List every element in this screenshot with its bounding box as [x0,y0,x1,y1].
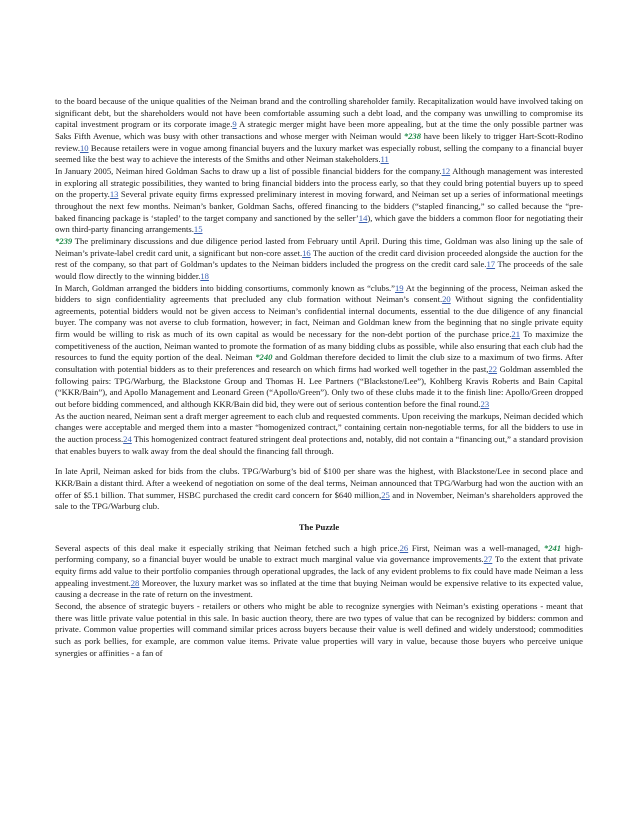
text-run: This homogenized contract featured stringent deal protections and, notably, did not contain a “financing out,” a standard provision that enables buyers to walk away from the deal should the financing fall through. [55,434,584,456]
text-run: The preliminary discussions and due diligence period lasted from February until April. During this time, Goldman was also lining up the sale of Neiman’s private-label credit card unit, a significant but non-core asset. [55,235,583,258]
text-run: In January 2005, Neiman hired Goldman Sachs to draw up a list of possible financial bidders for the company. [55,165,442,176]
footnote-link[interactable]: 16 [302,247,311,258]
text-run: to the board because of the unique qualities of the Neiman brand and the controlling shareholder family. Recapitalization would have involved taking on significant debt, but the shareholders would not have been comfortable assuming such a debt load, and the company was unwilling to compromise its capital investment program or its corporate image. [55,96,583,130]
page-marker: *241 [543,542,562,553]
text-run: At the beginning of the process, Neiman asked the bidders to sign confidentiality agreements that precluded any club formation without Neiman’s consent. [55,282,583,305]
body-section-a [55,96,583,457]
text-run: and Goldman therefore decided to limit the club size to a maximum of two firms. After consultation with potential bidders as to their preferences and research on which firms had worked well together in the past, [55,352,583,375]
text-run: and in November, Neiman’s shareholders approved the sale to the TPG/Warburg club. [55,489,583,512]
paragraph [55,601,583,659]
paragraph-gap [55,534,583,543]
footnote-link[interactable]: 11 [380,154,389,165]
paragraph [55,236,583,283]
footnote-link[interactable]: 26 [399,542,409,553]
footnote-link[interactable]: 20 [442,294,451,305]
text-run: A strategic merger might have been more appealing, but at the time the only possible partner was Saks Fifth Avenue, which was busy with other transactions and whose merger with Neiman would [55,119,583,141]
text-run: Several aspects of this deal make it especially striking that Neiman fetched such a high price. [55,542,400,553]
page-marker: *238 [403,130,422,141]
section-heading: The Puzzle [298,521,340,532]
footnote-link[interactable]: 14 [358,212,368,223]
footnote-link[interactable]: 9 [232,119,237,130]
footnote-link[interactable]: 13 [109,189,119,200]
body-section-b [55,466,583,513]
body-section-c [55,543,583,660]
text-run: Moreover, the luxury market was so inflated at the time that buying Neiman would be expensive relative to its expected value, causing a decrease in the rate of return on the investment. [55,577,583,600]
footnote-link[interactable]: 22 [488,364,498,375]
footnote-link[interactable]: 27 [483,554,493,565]
text-run: high-performing company, so a financial buyer would be unable to extract much marginal value via governance improvements. [55,542,583,565]
text-run: In March, Goldman arranged the bidders into bidding consortiums, commonly known as “clubs.” [55,282,395,293]
footnote-link[interactable]: 10 [79,142,89,153]
paragraph [55,96,583,166]
paragraph [55,283,583,411]
footnote-link[interactable]: 18 [200,270,209,281]
text-run: To maximize the competitiveness of the auction, Neiman wanted to promote the formation of as many bidding clubs as possible, while also ensuring that each club had the resources to fund the equity portion of the deal. Neiman [55,329,583,363]
paragraph [55,466,583,513]
footnote-link[interactable]: 15 [193,224,203,235]
text-run: As the auction neared, Neiman sent a draft merger agreement to each club and requested comments. Upon receiving the markups, Neiman decided which changes were acceptable and merged them into a master “homogenized contract,” containing certain non-negotiable terms, for all the bidders to use in the auction process. [55,410,583,445]
paragraph [55,411,583,458]
paragraph-gap [55,513,583,522]
text-run: have been likely to trigger Hart-Scott-Rodino review. [55,130,583,153]
footnote-link[interactable]: 28 [130,577,140,588]
paragraph [55,543,583,601]
text-run: ), which gave the bidders a common floor for negotiating their own third-party financing arrangements. [55,212,583,235]
text-run: The auction of the credit card division proceeded alongside the auction for the rest of the company, so that part of Goldman’s updates to the Neiman bidders included the progress on the credit card sale. [55,247,583,270]
text-run: Several private equity firms expressed preliminary interest in moving forward, and Neiman set up a series of informational meetings throughout the next few months. Neiman’s banker, Goldman Sachs, offered financing to the bidders (“stapled financing,” so called because the “pre-baked financing package is ‘stapled’ to the target company and sanctioned by the seller’ [55,189,584,223]
footnote-link[interactable]: 12 [441,165,451,176]
footnote-link[interactable]: 25 [381,489,390,500]
page-marker: *240 [255,352,273,363]
text-run: Without signing the confidentiality agreements, potential bidders would not be given access to Neiman’s confidential internal documents, essential to the due diligence of any financial buyer. The company was not averse to club formation, however; in fact, Neiman and Goldman knew from the beginning that no single private equity firm would be willing to risk as much of its own capital as would be necessary for the non-debt portion of the purchase price. [55,294,583,340]
footnote-link[interactable]: 24 [123,434,132,445]
text-run: Second, the absence of strategic buyers - retailers or others who might be able to recognize synergies with Neiman’s existing operations - meant that there was little private value potential in this sale. In basic auction theory, there are two types of value that can be recognized by bidders: common and private. Common value properties will command similar prices across buyers because their value is well defined and widely understood; commodities such as pork bellies, for example, are common value items. Private value properties will vary in value, because those buyers who perceive unique synergies or affinities - a fan of [55,600,583,658]
footnote-link[interactable]: 21 [511,329,520,340]
text-run: Goldman assembled the following pairs: TPG/Warburg, the Blackstone Group and Thomas H. Lee Partners (“Blackstone/Lee”), Kohlberg Kravis Roberts and Bain Capital (“KKR/Bain”), and Apollo Management and Leonard Green (“Apollo/Green”). Only two of these clubs made it to the finish line: Apollo/Green dropped out before bidding commenced, and although KKR/Bain did bid, they were out of serious contention before the final round. [55,364,583,410]
text-run: The proceeds of the sale would flow directly to the winning bidder. [55,259,583,281]
footnote-link[interactable]: 23 [480,399,490,410]
paragraph-gap [55,457,583,466]
footnote-link[interactable]: 19 [395,282,404,293]
text-run: To the extent that private equity firms add value to their portfolio companies through operational upgrades, the lack of any evident problems to fix could have made Neiman a less appealing investment. [55,554,583,588]
text-run: In late April, Neiman asked for bids from the clubs. TPG/Warburg’s bid of $100 per share was the highest, with Blackstone/Lee in second place and KKR/Bain a distant third. After a weekend of negotiation on some of the deal terms, Neiman announced that TPG/Warburg had won the auction with an offer of $5.1 billion. That summer, HSBC purchased the credit card concern for $640 million, [55,466,583,500]
text-run: Although management was interested in exploring all strategic possibilities, they wanted to bring financial bidders into the process early, so that they could bring potential buyers up to speed on the property. [55,165,583,200]
paragraph [55,166,583,236]
footnote-link[interactable]: 17 [486,259,496,270]
page-marker: *239 [55,235,73,246]
text-run: First, Neiman was a well-managed, [408,542,544,553]
text-run: Because retailers were in vogue among financial buyers and the luxury market was especially robust, selling the company to a financial buyer seemed like the best way to achieve the interests of the Smiths and other Neiman stakeholders. [55,142,583,165]
